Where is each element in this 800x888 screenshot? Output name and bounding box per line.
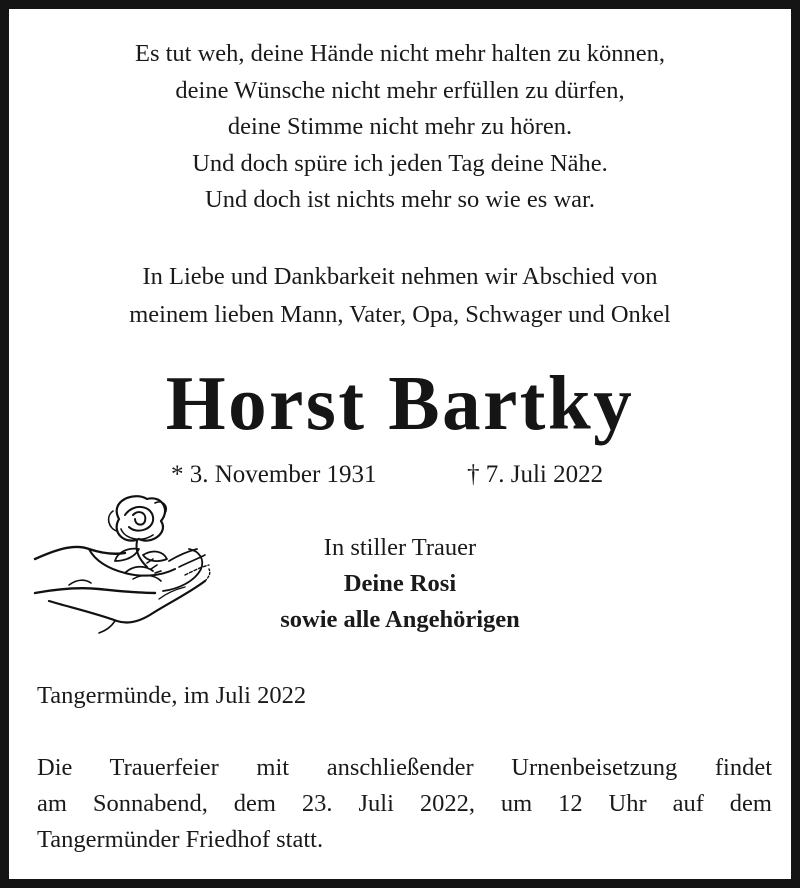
poem-line: Und doch spüre ich jeden Tag deine Nähe. (192, 149, 608, 177)
farewell-line: In Liebe und Dankbarkeit nehmen wir Abschied von (142, 263, 658, 290)
place-and-date: Tangermünde, im Juli 2022 (37, 682, 307, 709)
poem-line: Es tut weh, deine Hände nicht mehr halten zu können, (135, 40, 665, 67)
poem-line: Und doch ist nichts mehr so wie es war. (205, 186, 595, 213)
funeral-line: Tangermünder Friedhof statt. (37, 826, 324, 853)
mourners-block (9, 530, 791, 638)
poem (9, 36, 791, 219)
farewell-text (9, 258, 791, 333)
relatives-line: sowie alle Angehörigen (280, 606, 520, 633)
funeral-line: am Sonnabend, dem 23. Juli 2022, um 12 Uhr auf dem (37, 790, 772, 817)
mourner-name: Deine Rosi (343, 570, 457, 597)
mourning-intro: In stiller Trauer (323, 534, 477, 561)
birth-date: * 3. November 1931 (171, 461, 377, 488)
poem-line: deine Stimme nicht mehr zu hören. (227, 113, 573, 140)
deceased-name: Horst Bartky (165, 360, 635, 446)
funeral-line: Die Trauerfeier mit anschließender Urnenbeisetzung findet (37, 754, 772, 781)
death-date: † 7. Juli 2022 (467, 461, 604, 488)
poem-line: deine Wünsche nicht mehr erfüllen zu dürfen, (175, 76, 625, 104)
farewell-line: meinem lieben Mann, Vater, Opa, Schwager und Onkel (129, 300, 671, 328)
funeral-notice (37, 750, 772, 858)
